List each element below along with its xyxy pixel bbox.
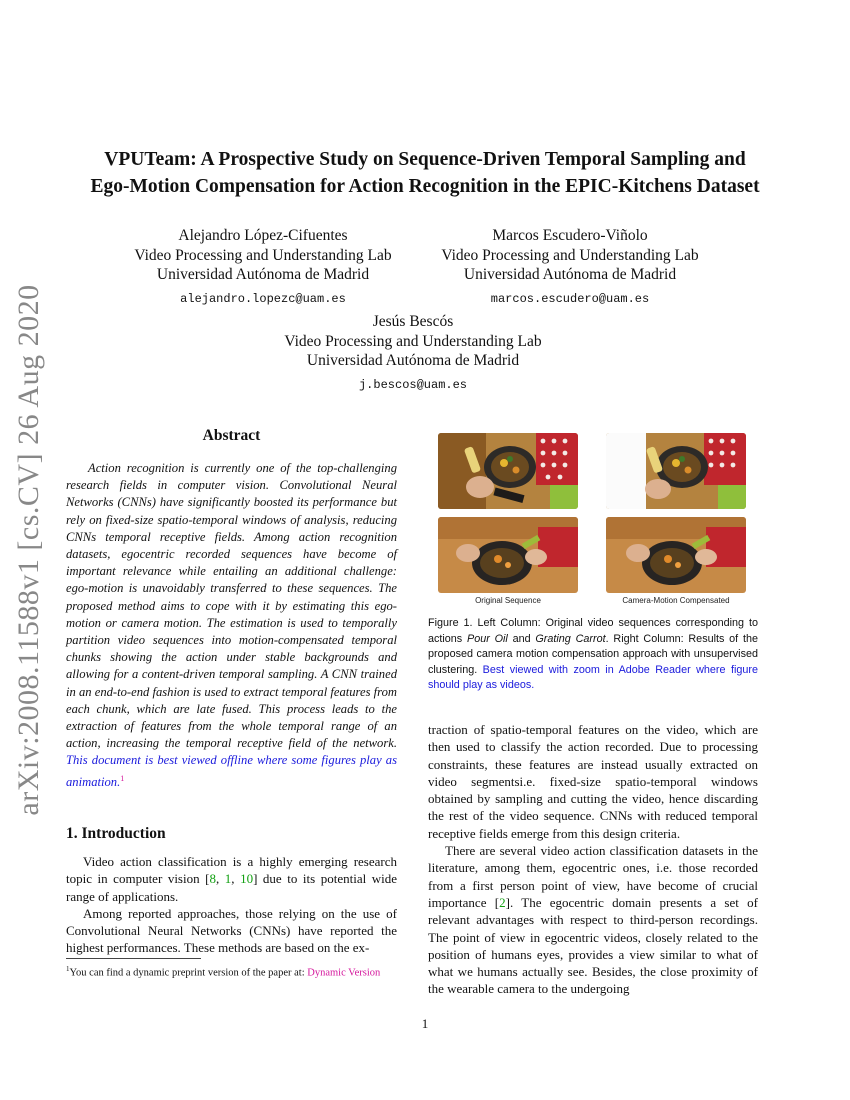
author-university: Universidad Autónoma de Madrid <box>306 352 520 369</box>
introduction-heading: 1. Introduction <box>66 825 166 842</box>
footnote-text: You can find a dynamic preprint version of the paper at: <box>69 967 308 979</box>
author-name: Marcos Escudero-Viñolo <box>492 227 648 244</box>
footnote <box>66 962 397 981</box>
author-lab: Video Processing and Understanding Lab <box>134 246 392 264</box>
citation-link[interactable]: 10 <box>240 871 254 887</box>
abstract-offline-link[interactable]: This document is best viewed offline where some figures play as animation. <box>66 753 397 789</box>
citation-link[interactable]: 8 <box>209 871 216 887</box>
introduction-body <box>66 853 397 957</box>
right-paragraph-1: traction of spatio-temporal features on the video, which are then used to classify the action recorded. Due to processing constraints, these features are instead usually extracted on video segmentsi.e. fixed-size spatio-temporal windows obtained by sampling and cutting the video, hence discarding the rest of the video sequence. CNNs with reduced temporal receptive fields emerge from this design criteria. <box>428 722 758 841</box>
title-line-1: VPUTeam: A Prospective Study on Sequence-Driven Temporal Sampling and <box>104 149 746 170</box>
abstract-text: Action recognition is currently one of the top-challenging research fields in computer vision. Convolutional Neural Networks (CNNs) have significantly boosted its performance but rely on fixed-size spatio-temporal windows of analysis, reducing CNNs temporal receptive fields. Among action recognition datasets, egocentric recorded sequences have become of important relevance while entailing an additional challenge: ego-motion is unavoidably transferred to these sequences. The proposed method aims to cope with it by estimating this ego-motion or camera motion. The estimation is used to temporally partition video sequences into motion-compensated temporal chunks showing the action under stable backgrounds and allowing for a content-driven temporal sampling. A CNN trained in an end-to-end fashion is used to extract temporal features from each chunk, which are late fused. This process leads to the extraction of features from the whole temporal range of an action, increasing the temporal receptive field of the network. <box>66 461 397 751</box>
page-number: 1 <box>421 1016 429 1031</box>
right-column-body <box>428 721 758 998</box>
video-frame-pour-oil-original[interactable] <box>438 433 578 509</box>
figure-label-original: Original Sequence <box>475 596 541 605</box>
abstract-body <box>66 460 397 791</box>
citation-link[interactable]: 2 <box>499 894 506 910</box>
footnote-divider <box>66 958 201 959</box>
author-email[interactable]: alejandro.lopezc@uam.es <box>180 291 346 306</box>
citation-link[interactable]: 1 <box>224 871 232 887</box>
author-email[interactable]: marcos.escudero@uam.es <box>490 291 650 306</box>
author-name: Jesús Bescós <box>372 313 454 330</box>
author-university: Universidad Autónoma de Madrid <box>156 266 370 283</box>
figure-label-compensated: Camera-Motion Compensated <box>622 596 730 605</box>
author-lab: Video Processing and Understanding Lab <box>441 246 699 264</box>
video-frame-pour-oil-compensated[interactable] <box>606 433 746 509</box>
footnote-marker[interactable]: 1 <box>120 773 125 783</box>
arxiv-id-text: arXiv:2008.11588v1 [cs.CV] 26 Aug 2020 <box>12 284 45 816</box>
caption-view-link[interactable]: Best viewed with zoom in Adobe Reader where figure should play as videos. <box>428 663 758 691</box>
figure-1-caption: Figure 1. Left Column: Original video sequences corresponding to actions Pour Oil and Grating Carrot. Right Column: Results of the proposed camera motion compensation approach with unsupervised clustering. Best viewed with zoom in Adobe Reader where figure should play as videos. <box>428 617 758 691</box>
author-lab: Video Processing and Understanding Lab <box>284 332 542 350</box>
intro-paragraph-2: Among reported approaches, those relying on the use of Convolutional Neural Networks (CNNs) have reported the highest performances. These methods are based on the ex- <box>66 905 397 956</box>
right-paragraph-2: There are several video action classification datasets in the literature, among them, egocentric ones, i.e. those recorded from a first person point of view, have become of crucial importance [2]. The egocentric domain presents a set of relevant advantages with respect to third-person recordings. The point of view in egocentric videos, closely related to the position of humans eyes, provides a view similar to what of what we humans actually see. Besides, the close proximity of the wearable camera to the undergoing <box>428 843 758 997</box>
author-university: Universidad Autónoma de Madrid <box>463 266 677 283</box>
author-block-2 <box>420 226 720 309</box>
intro-paragraph-1: Video action classification is a highly emerging research topic in computer vision [8, 1, 10] due to its potential wide range of applications. <box>66 854 398 904</box>
title-line-2: Ego-Motion Compensation for Action Recognition in the EPIC-Kitchens Dataset <box>90 176 760 197</box>
arxiv-identifier-stamp <box>6 284 52 816</box>
paper-title <box>40 146 810 200</box>
author-email[interactable]: j.bescos@uam.es <box>358 377 468 392</box>
video-frame-grating-carrot-compensated[interactable] <box>606 517 746 593</box>
author-name: Alejandro López-Cifuentes <box>178 227 348 244</box>
author-block-1 <box>98 226 428 309</box>
dynamic-version-link[interactable]: Dynamic Version <box>307 967 381 979</box>
abstract-heading: Abstract <box>202 427 261 444</box>
footnote-number: 1 <box>66 965 70 973</box>
action-grating-carrot: Grating Carrot <box>535 632 606 645</box>
action-pour-oil: Pour Oil <box>467 632 508 645</box>
video-frame-grating-carrot-original[interactable] <box>438 517 578 593</box>
author-block-3 <box>258 312 568 395</box>
